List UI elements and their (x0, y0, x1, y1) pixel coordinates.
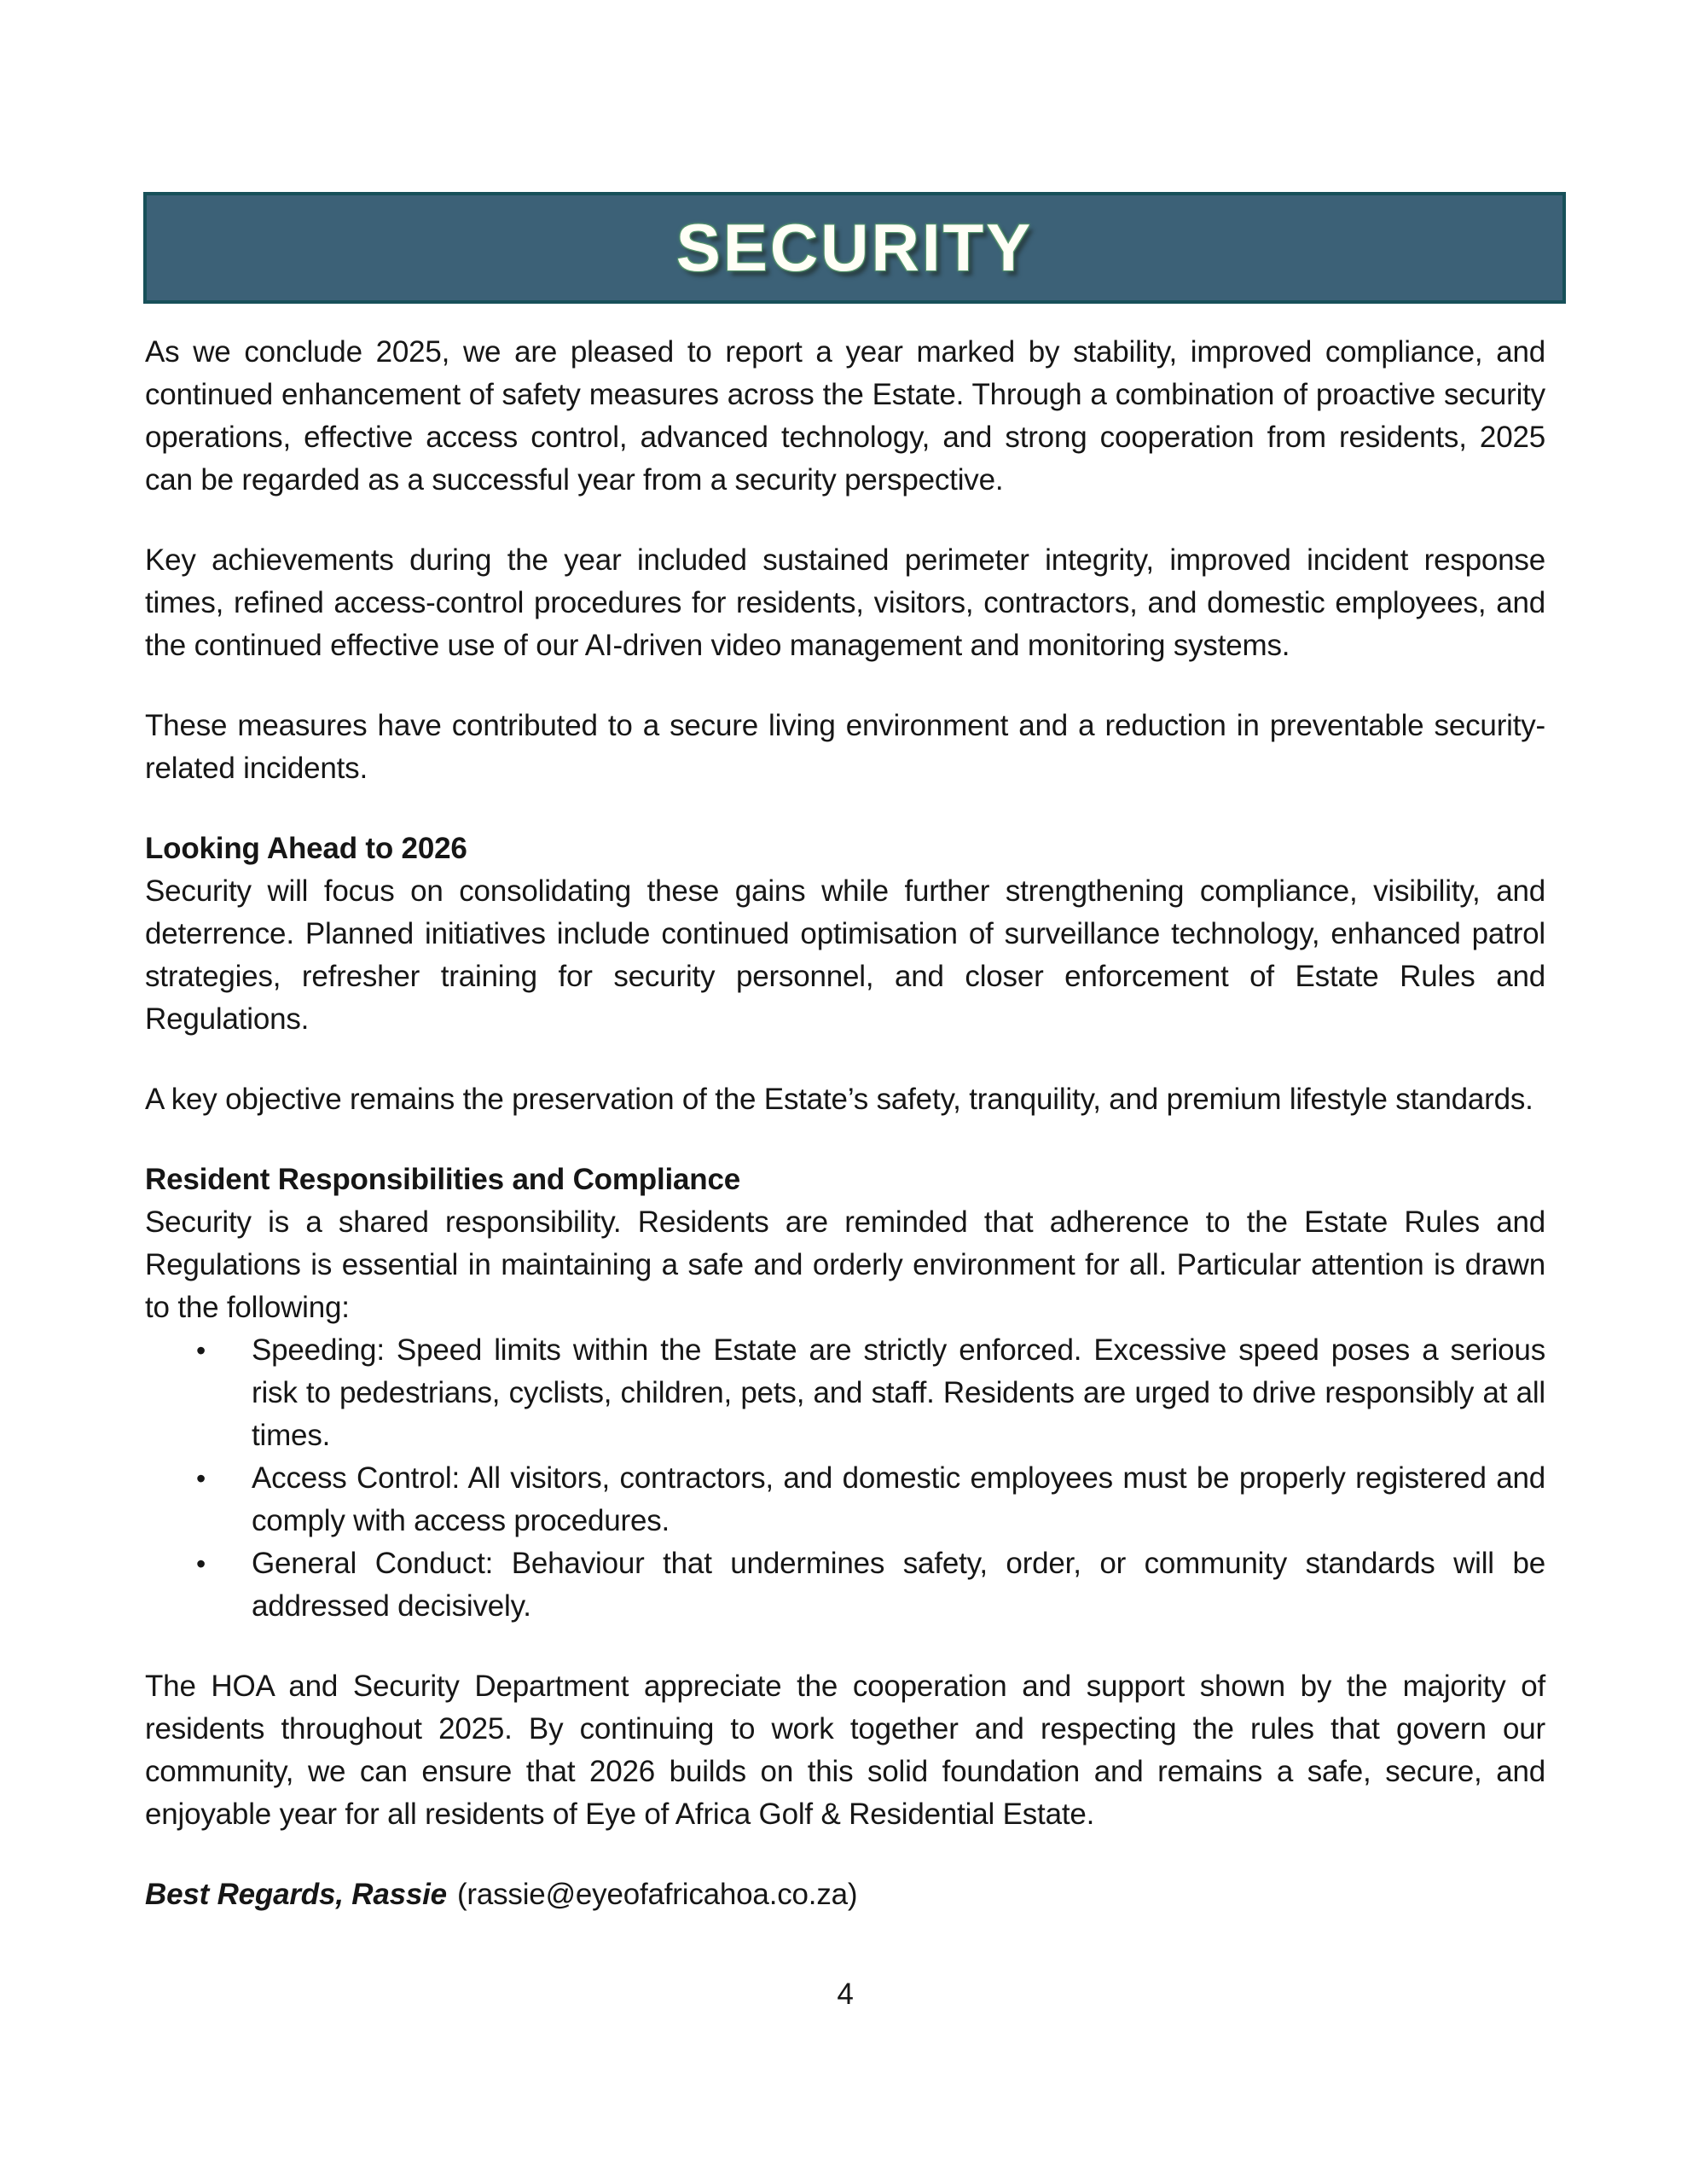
signature-line (145, 1873, 1545, 1916)
bullet-text: General Conduct: Behaviour that undermines safety, order, or community standards will be addressed decisively. (252, 1547, 1545, 1623)
paragraph-intro: As we conclude 2025, we are pleased to report a year marked by stability, improved compliance, and continued enhancement of safety measures across the Estate. Through a combination of proactive security operations, effective access control, advanced technology, and strong cooperation from residents, 2025 can be regarded as a successful year from a security perspective. (145, 335, 1545, 497)
paragraph-looking-ahead: Security will focus on consolidating these gains while further strengthening compliance, visibility, and deterrence. Planned initiatives include continued optimisation of surveillance technology, enhanced patrol strategies, refresher training for security personnel, and closer enforcement of Estate Rules and Regulations. (145, 874, 1545, 1036)
list-item-speeding (145, 1329, 1545, 1457)
security-banner (143, 192, 1566, 304)
bullet-text: Speeding: Speed limits within the Estate are strictly enforced. Excessive speed poses a serious risk to pedestrians, cyclists, children, pets, and staff. Residents are urged to drive responsibly at all times. (252, 1333, 1545, 1452)
page-title: SECURITY (675, 210, 1034, 285)
document-body (145, 331, 1545, 2016)
bullet-icon: • (196, 1548, 206, 1579)
list-item-access-control (145, 1457, 1545, 1542)
bullet-icon: • (196, 1335, 206, 1366)
paragraph-measures: These measures have contributed to a secure living environment and a reduction in preventable security-related incidents. (145, 709, 1545, 785)
responsibilities-list (145, 1329, 1545, 1628)
signature-name: Best Regards, Rassie (145, 1878, 447, 1911)
bullet-icon: • (196, 1463, 206, 1494)
list-item-general-conduct (145, 1542, 1545, 1628)
signature-email: (rassie@eyeofafricahoa.co.za) (456, 1878, 858, 1911)
heading-resident-responsibilities: Resident Responsibilities and Compliance (145, 1163, 740, 1196)
paragraph-achievements: Key achievements during the year included sustained perimeter integrity, improved incident response times, refined access-control procedures for residents, visitors, contractors, and domestic employees, and the continued effective use of our AI-driven video management and monitoring systems. (145, 543, 1545, 662)
page-number: 4 (837, 1978, 854, 2011)
paragraph-responsibilities: Security is a shared responsibility. Residents are reminded that adherence to the Estate Rules and Regulations is essential in maintaining a safe and orderly environment for all. Particular attention is drawn to the following: (145, 1205, 1545, 1324)
bullet-text: Access Control: All visitors, contractors, and domestic employees must be properly registered and comply with access procedures. (252, 1461, 1545, 1537)
paragraph-closing: The HOA and Security Department appreciate the cooperation and support shown by the majority of residents throughout 2025. By continuing to work together and respecting the rules that govern our community, we can ensure that 2026 builds on this solid foundation and remains a safe, secure, and enjoyable year for all residents of Eye of Africa Golf & Residential Estate. (145, 1670, 1545, 1831)
heading-looking-ahead: Looking Ahead to 2026 (145, 832, 467, 865)
paragraph-key-objective: A key objective remains the preservation of the Estate’s safety, tranquility, and premium lifestyle standards. (145, 1083, 1533, 1116)
